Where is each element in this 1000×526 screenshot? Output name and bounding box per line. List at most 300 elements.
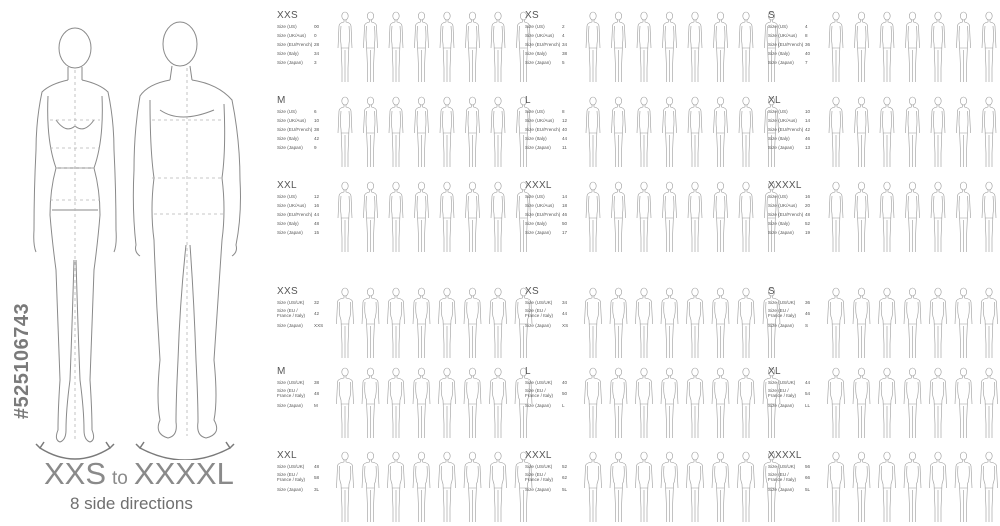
size-title: M bbox=[277, 366, 286, 377]
directions-subtitle: 8 side directions bbox=[70, 494, 193, 513]
size-system-label: Size (EU/French) bbox=[525, 127, 561, 132]
size-value: XXS bbox=[314, 323, 324, 328]
croquis-figure bbox=[490, 452, 507, 522]
size-conversion-row bbox=[768, 117, 818, 126]
size-conversion-row bbox=[525, 202, 575, 211]
size-conversion-row bbox=[768, 463, 818, 472]
size-conversion-row bbox=[277, 211, 327, 220]
size-system-label: Size (Japan) bbox=[525, 487, 551, 492]
croquis-figure bbox=[610, 452, 627, 522]
size-conversion-table bbox=[768, 23, 818, 68]
croquis-figure bbox=[712, 368, 729, 438]
size-conversion-table bbox=[525, 23, 575, 68]
size-value: 46 bbox=[805, 136, 811, 141]
size-system-label: Size (Japan) bbox=[768, 487, 794, 492]
croquis-figure bbox=[439, 452, 456, 522]
size-system-label: Size (US) bbox=[277, 194, 297, 199]
size-conversion-row bbox=[525, 308, 575, 322]
size-range-to: XXXXL bbox=[133, 456, 234, 491]
size-system-label: Size (US/UK) bbox=[525, 464, 553, 469]
size-system-label: Size (UK/Aus) bbox=[525, 118, 554, 123]
croquis-figure bbox=[829, 182, 843, 252]
croquis-figure bbox=[981, 452, 998, 522]
croquis-figure bbox=[466, 97, 480, 167]
size-system-label: Size (US) bbox=[768, 24, 788, 29]
size-conversion-row bbox=[525, 50, 575, 59]
rotation-figures-row bbox=[815, 450, 1000, 526]
size-value: 44 bbox=[314, 212, 320, 217]
size-conversion-row bbox=[768, 50, 818, 59]
croquis-figure bbox=[464, 368, 481, 438]
size-system-label: Size (US/UK) bbox=[277, 300, 305, 305]
size-system-label: Size (Italy) bbox=[277, 136, 299, 141]
size-conversion-row bbox=[525, 144, 575, 153]
size-title: XS bbox=[525, 286, 539, 297]
size-conversion-row bbox=[277, 193, 327, 202]
size-system-label: Size (Italy) bbox=[525, 51, 547, 56]
size-value: 34 bbox=[314, 51, 320, 56]
croquis-figure bbox=[712, 288, 729, 358]
croquis-figure bbox=[338, 97, 352, 167]
size-conversion-row bbox=[277, 41, 327, 50]
size-conversion-table bbox=[277, 379, 327, 411]
size-title: XXXL bbox=[525, 180, 552, 191]
size-conversion-table bbox=[768, 463, 818, 495]
size-conversion-row bbox=[768, 108, 818, 117]
size-title: M bbox=[277, 95, 286, 106]
croquis-figure bbox=[931, 12, 945, 82]
size-system-label: Size (EU / France / Italy) bbox=[768, 308, 797, 319]
size-value: 48 bbox=[805, 212, 811, 217]
croquis-figure bbox=[585, 368, 602, 438]
croquis-figure bbox=[389, 182, 403, 252]
croquis-figure bbox=[687, 452, 704, 522]
croquis-figure bbox=[739, 97, 753, 167]
size-system-label: Size (EU/French) bbox=[277, 127, 313, 132]
croquis-figure bbox=[688, 12, 702, 82]
size-conversion-row bbox=[277, 50, 327, 59]
size-value: 5L bbox=[562, 487, 568, 492]
size-value: 9 bbox=[314, 145, 317, 150]
size-system-label: Size (EU/French) bbox=[768, 127, 804, 132]
rotation-figures-row bbox=[324, 286, 544, 362]
size-value: 13 bbox=[805, 145, 811, 150]
size-conversion-row bbox=[277, 135, 327, 144]
size-system-label: Size (Italy) bbox=[768, 136, 790, 141]
size-conversion-row bbox=[277, 463, 327, 472]
size-value: 38 bbox=[562, 51, 568, 56]
size-value: LL bbox=[805, 403, 811, 408]
size-value: 10 bbox=[805, 109, 811, 114]
size-range-to-word: to bbox=[112, 468, 128, 489]
croquis-figure bbox=[586, 182, 600, 252]
size-title: XXS bbox=[277, 286, 298, 297]
rotation-figures-row bbox=[572, 450, 792, 526]
croquis-figure bbox=[637, 12, 651, 82]
size-value: 12 bbox=[314, 194, 320, 199]
size-system-label: Size (UK/Aus) bbox=[768, 203, 797, 208]
size-value: 00 bbox=[314, 24, 320, 29]
size-value: 40 bbox=[805, 51, 811, 56]
size-value: 52 bbox=[562, 464, 568, 469]
size-conversion-row bbox=[525, 41, 575, 50]
size-system-label: Size (EU / France / Italy) bbox=[768, 388, 797, 399]
croquis-figure bbox=[981, 288, 998, 358]
size-value: 54 bbox=[805, 391, 811, 396]
croquis-figure bbox=[610, 368, 627, 438]
size-system-label: Size (US/UK) bbox=[525, 380, 553, 385]
size-value: 42 bbox=[805, 127, 811, 132]
size-conversion-table bbox=[525, 108, 575, 153]
size-conversion-row bbox=[768, 193, 818, 202]
size-title: S bbox=[768, 10, 775, 21]
croquis-figure bbox=[930, 368, 947, 438]
size-value: 12 bbox=[562, 118, 568, 123]
croquis-figure bbox=[415, 182, 429, 252]
croquis-figure bbox=[829, 12, 843, 82]
size-value: S bbox=[805, 323, 809, 328]
size-system-label: Size (EU / France / Italy) bbox=[525, 472, 554, 483]
size-system-label: Size (Italy) bbox=[525, 221, 547, 226]
size-conversion-row bbox=[277, 23, 327, 32]
size-value: 14 bbox=[805, 118, 811, 123]
size-conversion-row bbox=[525, 220, 575, 229]
croquis-figure bbox=[853, 452, 870, 522]
size-value: 36 bbox=[805, 42, 811, 47]
size-conversion-row bbox=[768, 135, 818, 144]
croquis-figure bbox=[413, 368, 430, 438]
size-value: M bbox=[314, 403, 318, 408]
croquis-figure bbox=[585, 288, 602, 358]
size-conversion-row bbox=[277, 472, 327, 486]
size-conversion-row bbox=[277, 144, 327, 153]
size-range-heading bbox=[44, 456, 234, 492]
size-system-label: Size (Italy) bbox=[277, 221, 299, 226]
size-system-label: Size (US) bbox=[277, 24, 297, 29]
main-figures-illustration bbox=[0, 0, 260, 460]
croquis-figure bbox=[636, 288, 653, 358]
size-system-label: Size (Italy) bbox=[768, 51, 790, 56]
croquis-figure bbox=[879, 368, 896, 438]
size-value: 18 bbox=[562, 203, 568, 208]
size-conversion-row bbox=[768, 220, 818, 229]
croquis-figure bbox=[636, 368, 653, 438]
croquis-figure bbox=[957, 97, 971, 167]
female-guide-lines bbox=[50, 70, 100, 440]
rotation-figures-row bbox=[572, 95, 792, 171]
croquis-figure bbox=[464, 452, 481, 522]
croquis-figure bbox=[955, 368, 972, 438]
croquis-figure bbox=[880, 12, 894, 82]
croquis-figure bbox=[828, 368, 845, 438]
size-value: 42 bbox=[314, 136, 320, 141]
croquis-figure bbox=[738, 288, 755, 358]
size-conversion-row bbox=[525, 463, 575, 472]
size-value: 34 bbox=[562, 42, 568, 47]
size-system-label: Size (EU/French) bbox=[768, 212, 804, 217]
size-value: 5 bbox=[562, 60, 565, 65]
croquis-figure bbox=[466, 182, 480, 252]
croquis-figure bbox=[389, 12, 403, 82]
size-value: L bbox=[562, 403, 565, 408]
size-value: 50 bbox=[562, 391, 568, 396]
size-conversion-row bbox=[277, 308, 327, 322]
size-value: 14 bbox=[562, 194, 568, 199]
croquis-figure bbox=[714, 182, 728, 252]
size-system-label: Size (Japan) bbox=[525, 230, 551, 235]
size-value: 32 bbox=[314, 300, 320, 305]
croquis-figure bbox=[388, 452, 405, 522]
size-system-label: Size (Japan) bbox=[277, 323, 303, 328]
rotation-figures-row bbox=[324, 10, 544, 86]
size-system-label: Size (Japan) bbox=[768, 145, 794, 150]
size-title: XXL bbox=[277, 180, 297, 191]
croquis-figure bbox=[739, 182, 753, 252]
size-system-label: Size (EU/French) bbox=[768, 42, 804, 47]
size-conversion-table bbox=[277, 23, 327, 68]
size-conversion-row bbox=[768, 472, 818, 486]
croquis-figure bbox=[364, 97, 378, 167]
size-conversion-row bbox=[525, 486, 575, 495]
size-conversion-row bbox=[525, 299, 575, 308]
croquis-figure bbox=[388, 288, 405, 358]
croquis-figure bbox=[413, 452, 430, 522]
size-system-label: Size (US/UK) bbox=[525, 300, 553, 305]
size-value: 3 bbox=[314, 60, 317, 65]
croquis-figure bbox=[490, 288, 507, 358]
croquis-figure bbox=[714, 12, 728, 82]
size-conversion-row bbox=[525, 472, 575, 486]
size-conversion-row bbox=[277, 229, 327, 238]
stock-id-label: #525106743 bbox=[11, 302, 33, 420]
size-title: XXXL bbox=[525, 450, 552, 461]
croquis-figure bbox=[931, 97, 945, 167]
size-conversion-row bbox=[525, 402, 575, 411]
croquis-figure bbox=[982, 12, 996, 82]
croquis-figure bbox=[586, 12, 600, 82]
croquis-figure bbox=[714, 97, 728, 167]
croquis-figure bbox=[490, 368, 507, 438]
size-system-label: Size (UK/Aus) bbox=[768, 118, 797, 123]
rotation-figures-row bbox=[324, 180, 544, 256]
size-conversion-row bbox=[277, 108, 327, 117]
male-guide-lines bbox=[152, 68, 224, 436]
croquis-figure bbox=[906, 12, 920, 82]
croquis-figure bbox=[636, 452, 653, 522]
croquis-figure bbox=[738, 368, 755, 438]
size-conversion-row bbox=[768, 59, 818, 68]
croquis-figure bbox=[637, 182, 651, 252]
croquis-figure bbox=[586, 97, 600, 167]
size-system-label: Size (EU / France / Italy) bbox=[768, 472, 797, 483]
size-system-label: Size (UK/Aus) bbox=[525, 203, 554, 208]
rotation-figures-row bbox=[815, 286, 1000, 362]
size-value: 28 bbox=[314, 42, 320, 47]
croquis-figure bbox=[853, 368, 870, 438]
size-range-from: XXS bbox=[44, 456, 107, 491]
size-conversion-row bbox=[768, 402, 818, 411]
size-conversion-table bbox=[277, 299, 327, 331]
croquis-figure bbox=[337, 452, 354, 522]
size-value: 48 bbox=[314, 391, 320, 396]
size-conversion-row bbox=[277, 299, 327, 308]
size-system-label: Size (EU / France / Italy) bbox=[525, 388, 554, 399]
size-value: 40 bbox=[562, 127, 568, 132]
size-conversion-row bbox=[277, 402, 327, 411]
size-conversion-row bbox=[277, 202, 327, 211]
size-value: 20 bbox=[805, 203, 811, 208]
size-conversion-row bbox=[768, 202, 818, 211]
size-value: 44 bbox=[562, 311, 568, 316]
size-conversion-table bbox=[525, 193, 575, 238]
size-value: 16 bbox=[314, 203, 320, 208]
size-conversion-table bbox=[525, 379, 575, 411]
croquis-figure bbox=[955, 452, 972, 522]
size-system-label: Size (Japan) bbox=[768, 230, 794, 235]
size-value: 2 bbox=[562, 24, 565, 29]
size-value: 3L bbox=[314, 487, 320, 492]
size-system-label: Size (EU / France / Italy) bbox=[525, 308, 554, 319]
croquis-figure bbox=[466, 12, 480, 82]
size-system-label: Size (US) bbox=[525, 24, 545, 29]
croquis-figure bbox=[440, 182, 454, 252]
size-system-label: Size (Japan) bbox=[277, 487, 303, 492]
croquis-figure bbox=[661, 452, 678, 522]
size-title: L bbox=[525, 366, 531, 377]
size-system-label: Size (US) bbox=[525, 109, 545, 114]
size-system-label: Size (US/UK) bbox=[277, 464, 305, 469]
rotation-figures-row bbox=[572, 286, 792, 362]
croquis-figure bbox=[687, 288, 704, 358]
rotation-figures-row bbox=[815, 95, 1000, 171]
croquis-figure bbox=[338, 182, 352, 252]
croquis-figure bbox=[879, 288, 896, 358]
size-conversion-row bbox=[277, 220, 327, 229]
size-value: 4 bbox=[805, 24, 808, 29]
croquis-figure bbox=[661, 288, 678, 358]
croquis-figure bbox=[610, 288, 627, 358]
size-conversion-row bbox=[525, 322, 575, 331]
size-conversion-table bbox=[768, 108, 818, 153]
croquis-figure bbox=[362, 288, 379, 358]
rotation-figures-row bbox=[815, 366, 1000, 442]
croquis-figure bbox=[880, 97, 894, 167]
size-conversion-table bbox=[768, 379, 818, 411]
croquis-figure bbox=[491, 182, 505, 252]
size-system-label: Size (Japan) bbox=[768, 403, 794, 408]
size-system-label: Size (EU/French) bbox=[277, 212, 313, 217]
croquis-figure bbox=[855, 182, 869, 252]
croquis-figure bbox=[585, 452, 602, 522]
croquis-figure bbox=[982, 182, 996, 252]
size-value: 7 bbox=[805, 60, 808, 65]
croquis-figure bbox=[337, 368, 354, 438]
size-value: 44 bbox=[562, 136, 568, 141]
size-conversion-row bbox=[525, 193, 575, 202]
size-conversion-table bbox=[277, 193, 327, 238]
croquis-figure bbox=[612, 97, 626, 167]
size-system-label: Size (US/UK) bbox=[768, 380, 796, 385]
croquis-figure bbox=[440, 12, 454, 82]
size-conversion-row bbox=[768, 299, 818, 308]
size-value: 34 bbox=[562, 300, 568, 305]
croquis-figure bbox=[440, 97, 454, 167]
size-title: XS bbox=[525, 10, 539, 21]
size-value: 19 bbox=[805, 230, 811, 235]
size-value: 36 bbox=[805, 300, 811, 305]
size-value: 8 bbox=[805, 33, 808, 38]
croquis-figure bbox=[738, 452, 755, 522]
size-conversion-row bbox=[768, 379, 818, 388]
croquis-figure bbox=[612, 12, 626, 82]
size-conversion-row bbox=[525, 23, 575, 32]
size-title: XL bbox=[768, 95, 781, 106]
croquis-figure bbox=[661, 368, 678, 438]
size-value: 46 bbox=[805, 311, 811, 316]
size-title: XXL bbox=[277, 450, 297, 461]
rotation-figures-row bbox=[815, 180, 1000, 256]
croquis-figure bbox=[880, 182, 894, 252]
size-value: 8 bbox=[562, 109, 565, 114]
size-value: 16 bbox=[805, 194, 811, 199]
croquis-figure bbox=[906, 182, 920, 252]
size-value: 38 bbox=[314, 380, 320, 385]
size-value: 62 bbox=[562, 475, 568, 480]
size-system-label: Size (Japan) bbox=[525, 145, 551, 150]
croquis-figure bbox=[637, 97, 651, 167]
size-system-label: Size (US) bbox=[525, 194, 545, 199]
croquis-figure bbox=[362, 368, 379, 438]
size-value: 5L bbox=[805, 487, 811, 492]
size-value: 15 bbox=[314, 230, 320, 235]
size-conversion-row bbox=[768, 322, 818, 331]
size-value: 44 bbox=[805, 380, 811, 385]
croquis-figure bbox=[853, 288, 870, 358]
croquis-figure bbox=[388, 368, 405, 438]
croquis-figure bbox=[415, 97, 429, 167]
size-conversion-row bbox=[277, 486, 327, 495]
rotation-figures-row bbox=[324, 366, 544, 442]
size-conversion-table bbox=[277, 108, 327, 153]
size-conversion-row bbox=[768, 388, 818, 402]
size-title: L bbox=[525, 95, 531, 106]
size-value: 50 bbox=[562, 221, 568, 226]
croquis-figure bbox=[855, 12, 869, 82]
size-system-label: Size (UK/Aus) bbox=[277, 203, 306, 208]
croquis-figure bbox=[362, 452, 379, 522]
croquis-figure bbox=[491, 97, 505, 167]
size-system-label: Size (US/UK) bbox=[768, 464, 796, 469]
rotation-figures-row bbox=[815, 10, 1000, 86]
size-value: 52 bbox=[805, 221, 811, 226]
croquis-figure bbox=[663, 12, 677, 82]
size-title: XL bbox=[768, 366, 781, 377]
size-value: 56 bbox=[805, 464, 811, 469]
size-conversion-row bbox=[525, 379, 575, 388]
size-system-label: Size (EU / France / Italy) bbox=[277, 308, 306, 319]
size-conversion-row bbox=[768, 126, 818, 135]
croquis-figure bbox=[904, 288, 921, 358]
size-system-label: Size (Japan) bbox=[525, 323, 551, 328]
croquis-figure bbox=[464, 288, 481, 358]
rotation-figures-row bbox=[324, 450, 544, 526]
croquis-figure bbox=[855, 97, 869, 167]
size-value: 66 bbox=[805, 475, 811, 480]
size-conversion-row bbox=[768, 41, 818, 50]
size-system-label: Size (UK/Aus) bbox=[277, 33, 306, 38]
size-system-label: Size (EU/French) bbox=[525, 42, 561, 47]
croquis-figure bbox=[688, 182, 702, 252]
